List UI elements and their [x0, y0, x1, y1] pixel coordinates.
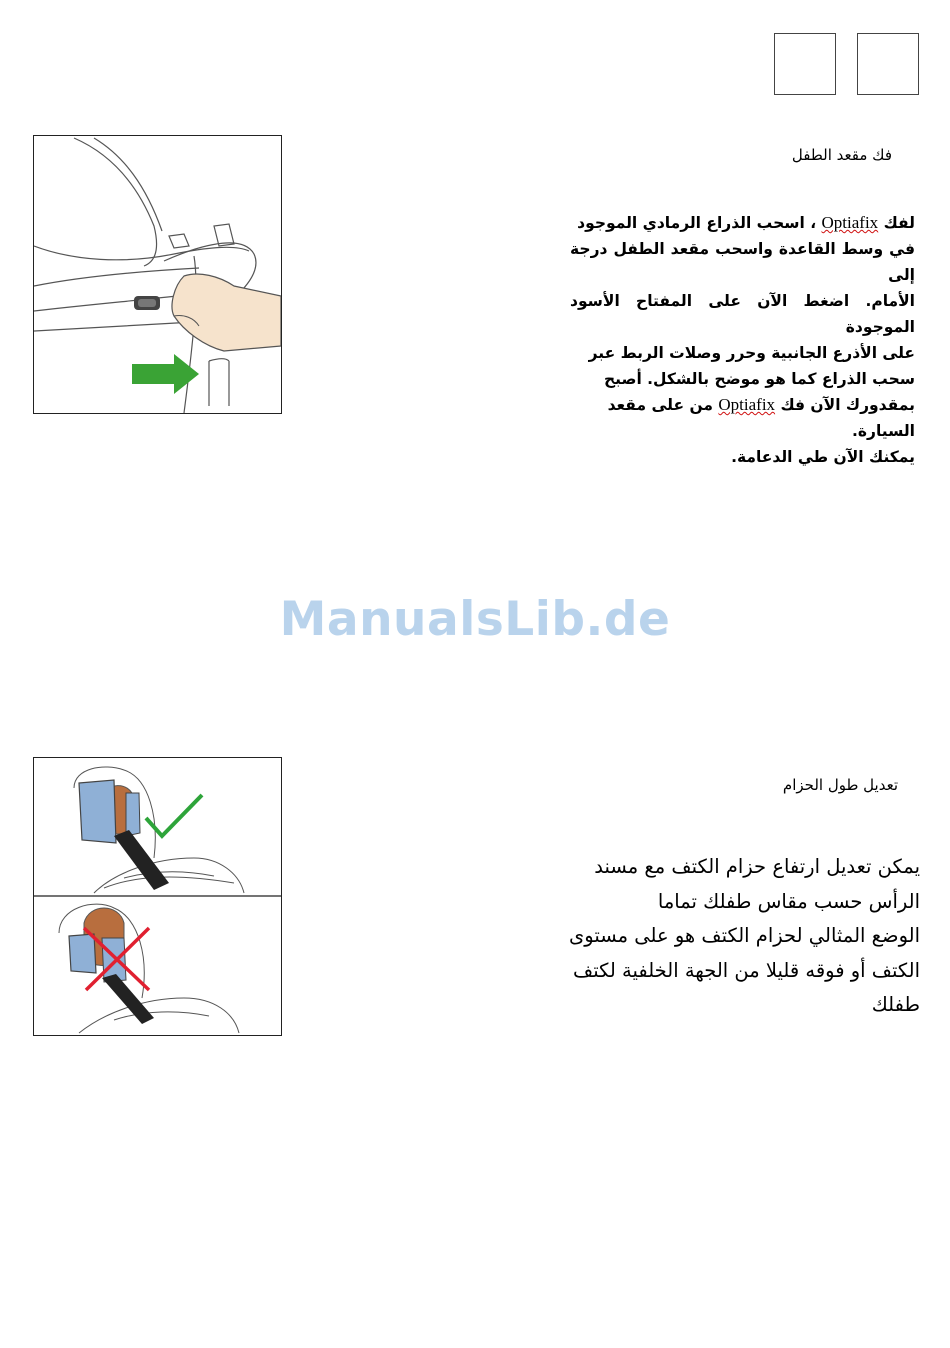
text-line: الوضع المثالي لحزام الكتف هو على مستوى — [569, 924, 920, 947]
heading-release-seat: فك مقعد الطفل — [791, 146, 892, 164]
hand — [172, 274, 281, 351]
text-line: طفلك — [871, 993, 920, 1016]
text-line: يمكنك الآن طي الدعامة. — [731, 448, 915, 466]
figure-release-seat — [33, 135, 282, 414]
corner-box-left — [774, 33, 836, 95]
brand-name: Optiafix — [718, 395, 776, 414]
text-line: في وسط القاعدة واسحب مقعد الطفل درجة إلى — [570, 240, 915, 284]
harness-instructions — [515, 850, 920, 1023]
check-mark — [146, 795, 202, 836]
headrest-left — [79, 780, 116, 843]
text-line: الكتف أو فوقه قليلا من الجهة الخلفية لكتف — [573, 958, 920, 982]
text-line: سحب الذراع كما هو موضح بالشكل. أصبح — [603, 370, 915, 388]
release-instructions — [570, 210, 915, 470]
correct-panel — [74, 767, 244, 893]
incorrect-panel — [59, 904, 239, 1033]
text-fragment: بمقدورك الآن فك — [780, 396, 915, 414]
figure-harness-height — [33, 757, 282, 1036]
text-line: يمكن تعديل ارتفاع حزام الكتف مع مسند — [594, 855, 920, 878]
text-line: الرأس حسب مقاس طفلك تماما — [657, 889, 920, 913]
text-line: الأمام. اضغط الآن على المفتاح الأسود الموجودة — [570, 292, 915, 336]
release-seat-illustration — [34, 136, 281, 413]
corner-box-right — [857, 33, 919, 95]
headrest-left — [69, 934, 96, 973]
text-fragment: ، اسحب الذراع الرمادي الموجود — [577, 214, 817, 232]
text-line: السيارة. — [851, 422, 915, 440]
support-leg — [209, 359, 229, 406]
text-fragment: من على مقعد — [607, 396, 713, 414]
harness-illustration — [34, 758, 281, 1035]
seat-shell-line — [74, 138, 157, 266]
seat-base-top — [34, 246, 249, 260]
watermark: ManualsLib.de — [279, 592, 671, 647]
brand-name: Optiafix — [821, 213, 879, 232]
text-fragment: لفك — [883, 214, 915, 232]
green-arrow — [132, 354, 199, 394]
heading-adjust-harness: تعديل طول الحزام — [782, 776, 898, 794]
text-line: على الأذرع الجانبية وحرر وصلات الربط عبر — [588, 344, 915, 362]
shoulder-strap — [114, 830, 169, 890]
